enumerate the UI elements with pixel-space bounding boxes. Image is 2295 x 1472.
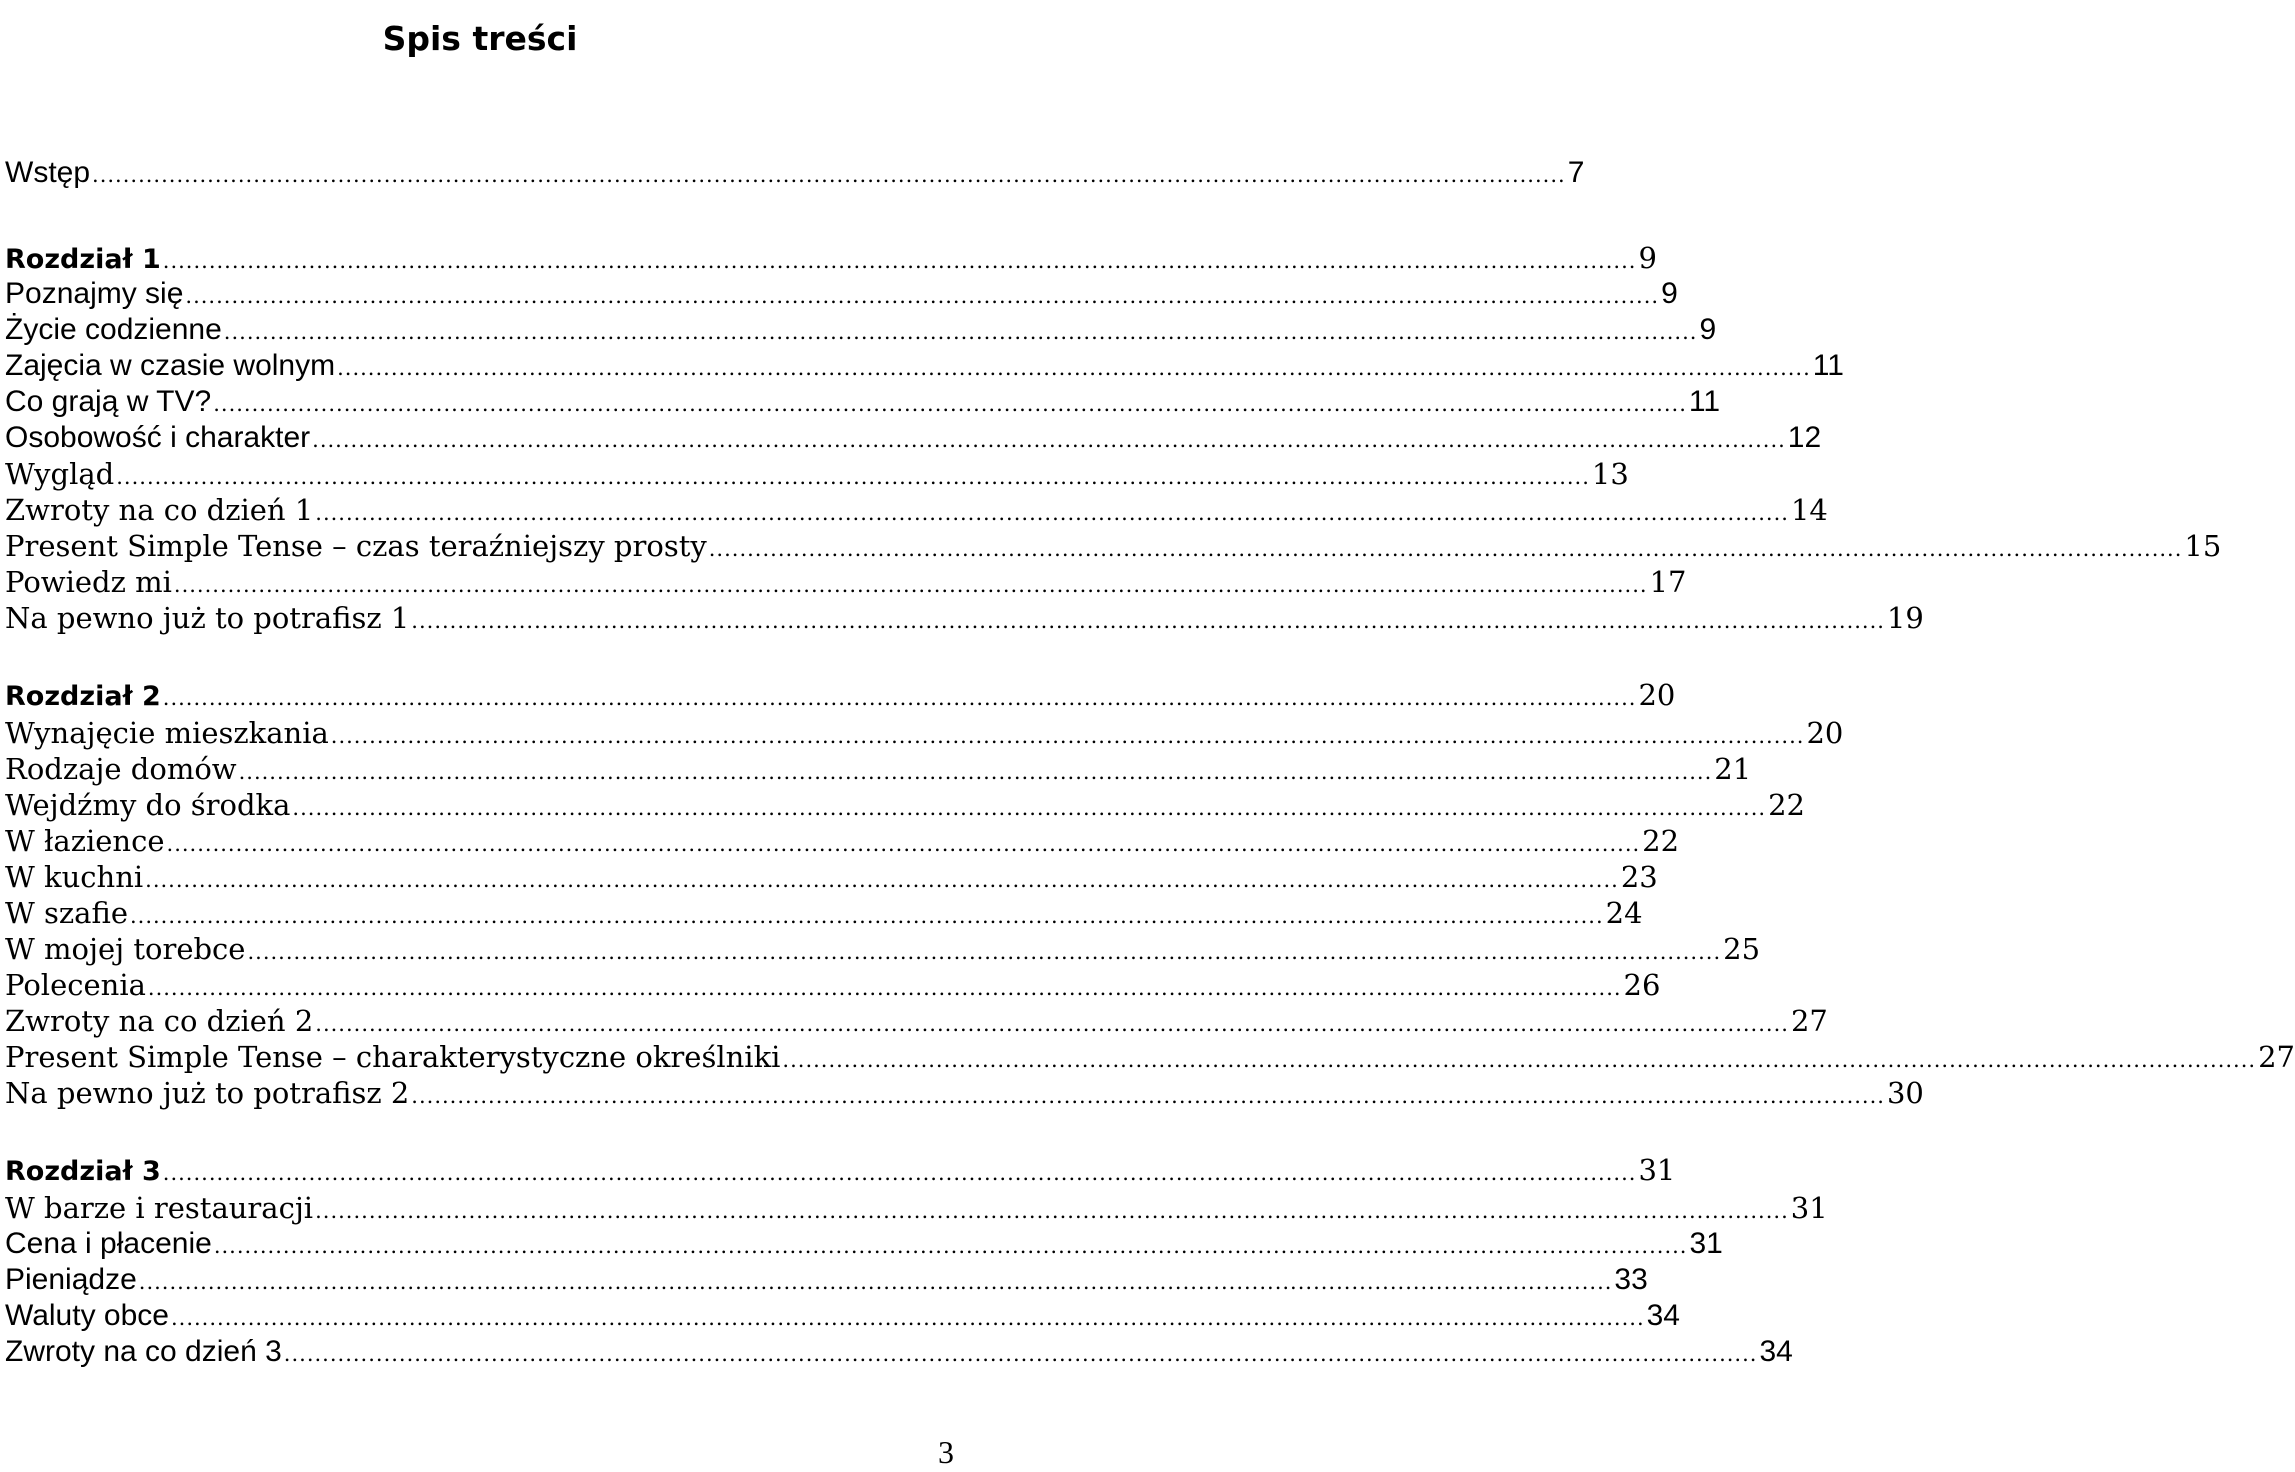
toc-entry[interactable] (5, 1039, 2295, 1075)
toc-entry-page: 15 (2184, 529, 2222, 563)
toc-entry[interactable] (5, 312, 1717, 348)
toc-entry[interactable] (5, 492, 1828, 528)
dot-leader: ................................................................................................................................................................................................ (238, 760, 1713, 784)
toc-chapter-heading[interactable] (5, 1152, 1676, 1188)
toc-entry[interactable] (5, 967, 1661, 1003)
toc-entry[interactable] (5, 564, 1687, 600)
toc-entry-page: 25 (1723, 932, 1761, 966)
dot-leader: ................................................................................................................................................................................................ (162, 249, 1637, 273)
toc-entry[interactable] (5, 859, 1658, 895)
toc-entry-page: 23 (1620, 860, 1658, 894)
dot-leader: ................................................................................................................................................................................................ (315, 1199, 1789, 1223)
toc-entry-page: 20 (1638, 678, 1676, 712)
page-title: Spis treści (382, 19, 578, 59)
toc-entry-page: 27 (1790, 1004, 1828, 1038)
toc-entry-label: Rodzaje domów (5, 752, 237, 786)
dot-leader: ................................................................................................................................................................................................ (708, 537, 2183, 561)
toc-entry-label: Zwroty na co dzień 2 (5, 1004, 314, 1038)
toc-entry-page: 22 (1642, 824, 1680, 858)
toc-chapter-heading[interactable] (5, 677, 1676, 713)
toc-entry-label: W łazience (5, 824, 165, 858)
dot-leader: ................................................................................................................................................................................................ (145, 868, 1619, 892)
toc-entry[interactable] (5, 276, 1678, 312)
toc-entry-label: Waluty obce (5, 1299, 169, 1332)
dot-leader: ................................................................................................................................................................................................ (185, 284, 1660, 308)
toc-entry-label: Pieniądze (5, 1263, 137, 1296)
dot-leader: ................................................................................................................................................................................................ (312, 428, 1786, 452)
dot-leader: ................................................................................................................................................................................................ (247, 940, 1722, 964)
toc-entry-label: Cena i płacenie (5, 1227, 212, 1260)
dot-leader: ................................................................................................................................................................................................ (162, 686, 1637, 710)
toc-entry-page: 9 (1699, 313, 1717, 346)
toc-entry-page: 20 (1806, 716, 1844, 750)
toc-entry[interactable] (5, 931, 1761, 967)
toc-entry[interactable] (5, 1226, 1723, 1262)
toc-entry-page: 9 (1661, 277, 1678, 310)
dot-leader: ................................................................................................................................................................................................ (162, 1161, 1637, 1185)
dot-leader: ................................................................................................................................................................................................ (315, 1012, 1789, 1036)
dot-leader: ................................................................................................................................................................................................ (170, 1306, 1645, 1330)
toc-entry-label: Życie codzienne (5, 313, 222, 346)
toc-entry-label: Rozdział 1 (5, 244, 161, 275)
toc-entry[interactable] (5, 751, 1752, 787)
dot-leader: ................................................................................................................................................................................................ (283, 1342, 1758, 1366)
toc-entry[interactable] (5, 1334, 1793, 1370)
toc-entry-page: 34 (1759, 1335, 1793, 1368)
toc-entry[interactable] (5, 787, 1805, 823)
toc-entry-page: 31 (1790, 1191, 1828, 1225)
toc-entry-page: 19 (1886, 601, 1924, 635)
toc-entry-page: 22 (1768, 788, 1805, 822)
toc-entry[interactable] (5, 895, 1643, 931)
dot-leader: ................................................................................................................................................................................................ (411, 1084, 1885, 1108)
toc-entry-label: Wygląd (5, 457, 115, 491)
dot-leader: ................................................................................................................................................................................................ (782, 1048, 2257, 1072)
toc-entry[interactable] (5, 1262, 1648, 1298)
toc-entry-page: 14 (1790, 493, 1828, 527)
dot-leader: ................................................................................................................................................................................................ (330, 724, 1805, 748)
toc-entry-label: W kuchni (5, 860, 144, 894)
dot-leader: ................................................................................................................................................................................................ (223, 320, 1698, 344)
toc-entry-label: W szafie (5, 896, 128, 930)
toc-entry[interactable] (5, 456, 1629, 492)
dot-leader: ................................................................................................................................................................................................ (166, 832, 1641, 856)
toc-entry-page: 24 (1605, 896, 1643, 930)
toc-entry[interactable] (5, 1003, 1828, 1039)
dot-leader: ................................................................................................................................................................................................ (129, 904, 1604, 928)
toc-entry-page: 26 (1623, 968, 1661, 1002)
page-number: 3 (938, 1434, 954, 1470)
toc-entry-label: Present Simple Tense – czas teraźniejszy prosty (5, 529, 707, 563)
toc-entry-label: Zajęcia w czasie wolnym (5, 349, 336, 382)
toc-entry-page: 30 (1886, 1076, 1924, 1110)
toc-entry-label: Co grają w TV? (5, 385, 212, 418)
toc-entry-label: Na pewno już to potrafisz 1 (5, 601, 410, 635)
toc-entry-label: Present Simple Tense – charakterystyczne określniki (5, 1040, 781, 1074)
dot-leader: ................................................................................................................................................................................................ (138, 1270, 1613, 1294)
toc-entry-label: W barze i restauracji (5, 1191, 314, 1225)
toc-entry-page: 27 (2258, 1040, 2295, 1074)
toc-entry-label: Powiedz mi (5, 565, 172, 599)
toc-entry-label: Poznajmy się (5, 277, 184, 310)
toc-entry[interactable] (5, 823, 1680, 859)
dot-leader: ................................................................................................................................................................................................ (292, 796, 1767, 820)
toc-entry-page: 31 (1689, 1227, 1723, 1260)
toc-entry-label: Osobowość i charakter (5, 421, 311, 454)
toc-entry-wstep[interactable] (5, 155, 1585, 191)
toc-entry-label: Wstęp (5, 156, 91, 189)
toc-entry[interactable] (5, 600, 1924, 636)
toc-entry[interactable] (5, 528, 2222, 564)
toc-entry-page: 11 (1812, 349, 1844, 382)
toc-entry-label: Zwroty na co dzień 3 (5, 1335, 282, 1368)
toc-entry-label: Wynajęcie mieszkania (5, 716, 329, 750)
toc-entry-page: 31 (1638, 1153, 1676, 1187)
toc-entry[interactable] (5, 1298, 1680, 1334)
toc-entry-label: Rozdział 2 (5, 681, 161, 712)
toc-entry-label: Rozdział 3 (5, 1156, 161, 1187)
toc-entry-page: 13 (1591, 457, 1629, 491)
toc-entry-page: 12 (1787, 421, 1822, 454)
toc-entry-page: 34 (1646, 1299, 1680, 1332)
dot-leader: ................................................................................................................................................................................................ (173, 573, 1648, 597)
toc-entry-page: 9 (1638, 241, 1657, 275)
dot-leader: ................................................................................................................................................................................................ (213, 1234, 1688, 1258)
dot-leader: ................................................................................................................................................................................................ (116, 465, 1590, 489)
toc-entry-label: Polecenia (5, 968, 146, 1002)
toc-entry[interactable] (5, 420, 1822, 456)
toc-chapter-heading[interactable] (5, 240, 1657, 276)
toc-entry-label: W mojej torebce (5, 932, 246, 966)
toc-entry-label: Zwroty na co dzień 1 (5, 493, 314, 527)
dot-leader: ................................................................................................................................................................................................ (213, 392, 1687, 416)
toc-entry-page: 7 (1567, 156, 1585, 189)
toc-entry[interactable] (5, 715, 1844, 751)
dot-leader: ................................................................................................................................................................................................ (315, 501, 1789, 525)
toc-entry[interactable] (5, 1190, 1828, 1226)
toc-entry-label: Wejdźmy do środka (5, 788, 291, 822)
dot-leader: ................................................................................................................................................................................................ (337, 356, 1811, 380)
toc-entry-page: 17 (1649, 565, 1687, 599)
toc-entry[interactable] (5, 384, 1721, 420)
toc-entry[interactable] (5, 1075, 1924, 1111)
toc-entry-label: Na pewno już to potrafisz 2 (5, 1076, 410, 1110)
toc-entry-page: 21 (1714, 752, 1752, 786)
toc-entry[interactable] (5, 348, 1844, 384)
toc-entry-page: 33 (1614, 1263, 1648, 1296)
toc-entry-page: 11 (1688, 385, 1721, 418)
dot-leader: ................................................................................................................................................................................................ (411, 609, 1885, 633)
dot-leader: ................................................................................................................................................................................................ (147, 976, 1622, 1000)
dot-leader: ................................................................................................................................................................................................ (92, 163, 1566, 187)
